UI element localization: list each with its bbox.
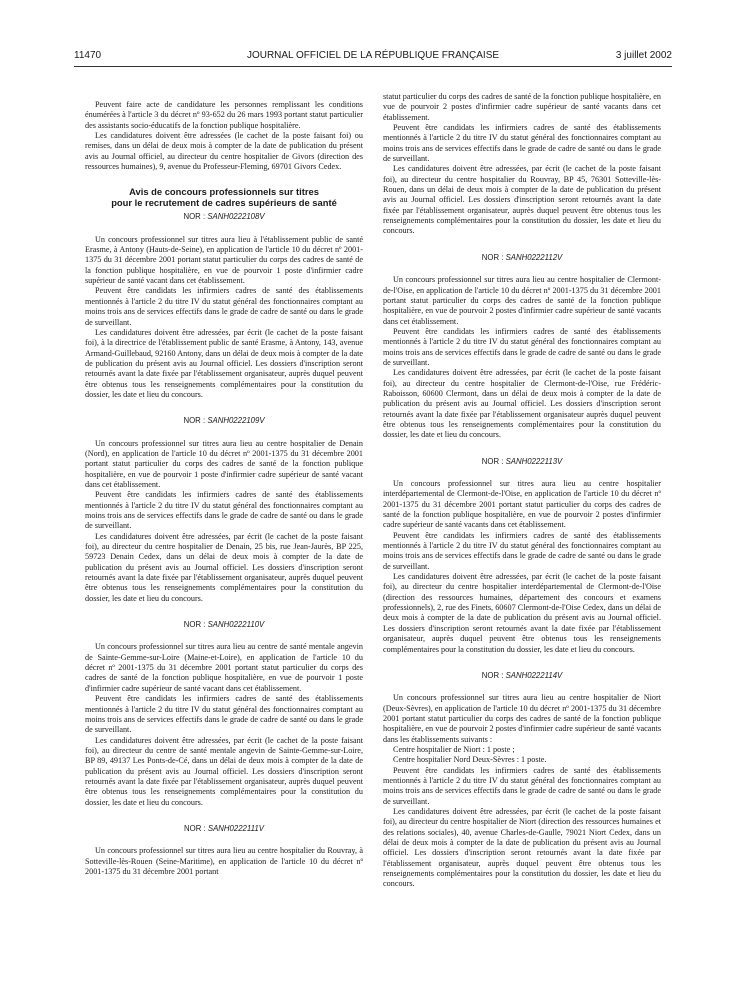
paragraph: Les candidatures doivent être adressées, par écrit (le cachet de la poste faisant foi), au directeur du centre hospitalier de Denain, 25 bis, rue Jean-Jaurès, BP 225, 59723 Denain Cedex, dans un délai de deux mois à compter de la date de publication du présent avis au Journal officiel. Les dossiers d'inscription seront retournés avant la date fixée par l'établissement organisateur, auprès duquel peuvent être obtenus tous les renseignements complémentaires pour la constitution du dossier, les date et lieu du concours. [85, 531, 363, 603]
nor-reference [85, 620, 363, 630]
list-item: Centre hospitalier de Niort : 1 poste ; [393, 744, 515, 754]
nor-label: NOR : [183, 620, 206, 630]
nor-reference [383, 253, 661, 263]
nor-reference [85, 416, 363, 426]
paragraph: Les candidatures doivent être adressées, par écrit (le cachet de la poste faisant foi), au directeur du centre hospitalier du Rouvray, BP 45, 76301 Sotteville-lès-Rouen, dans un délai de deux mois à compter de la date de publication du présent avis au Journal officiel. Les dossiers d'inscription seront retournés avant la date fixée par l'établissement organisateur, auprès duquel peuvent être obtenus tous les renseignements complémentaires pour la constitution du dossier, les date et lieu du concours. [383, 164, 661, 236]
nor-label: NOR : [481, 456, 504, 466]
paragraph: Un concours professionnel sur titres aura lieu au centre de santé mentale angevin de Sainte-Gemme-sur-Loire (Maine-et-Loire), en application de l'article 10 du décret nº 2001-1375 du 31 décembre 2001 portant statut particulier du corps des cadres de santé de la fonction publique hospitalière, en vue de pourvoir 1 poste d'infirmier cadre supérieur de santé vacant dans cet établissement. [85, 642, 363, 693]
paragraph: Les candidatures doivent être adressées (le cachet de la poste faisant foi) ou remises, dans un délai de deux mois à compter de la date de publication du présent avis au Journal officiel, au directeur du centre hospitalier de Givors (direction des ressources humaines), 9, avenue du Professeur-Fleming, 69701 Givors Cedex. [85, 131, 363, 172]
page-number: 11470 [74, 50, 102, 61]
paragraph: Peuvent être candidats les infirmiers cadres de santé des établissements mentionnés à l'article 2 du titre IV du statut général des fonctionnaires comptant au moins trois ans de services effectifs dans le grade de cadre de santé ou dans le grade de surveillant. [383, 123, 661, 164]
nor-label: NOR : [481, 670, 504, 680]
paragraph: Les candidatures doivent être adressées, par écrit (le cachet de la poste faisant foi), au directeur du centre de santé mentale angevin de Sainte-Gemme-sur-Loire, BP 89, 49137 Les Ponts-de-Cé, dans un délai de deux mois à compter de la date de publication du présent avis au Journal officiel. Les dossiers d'inscription seront retournés avant la date fixée par l'établissement organisateur, auprès duquel peuvent être obtenus tous les renseignements complémentaires pour la constitution du dossier, les date et lieu du concours. [85, 735, 363, 807]
nor-code: SANH0222108V [207, 212, 265, 222]
paragraph: statut particulier du corps des cadres de santé de la fonction publique hospitalière, en vue de pourvoir 2 postes d'infirmier cadre supérieur de santé vacants dans cet établissement. [383, 92, 661, 122]
left-column [85, 100, 363, 877]
nor-reference [383, 671, 661, 681]
header-rule [74, 66, 672, 67]
paragraph: Peuvent faire acte de candidature les personnes remplissant les conditions énumérées à l'article 3 du décret nº 93-652 du 26 mars 1993 portant statut particulier des assistants socio-éducatifs de la fonction publique hospitalière. [85, 100, 363, 130]
paragraph: Un concours professionnel sur titres aura lieu au centre hospitalier du Rouvray, à Sotteville-lès-Rouen (Seine-Maritime), en application de l'article 10 du décret nº 2001-1375 du 31 décembre 2001 portant [85, 846, 363, 876]
nor-reference [85, 824, 363, 834]
section-heading [85, 186, 363, 208]
paragraph: Peuvent être candidats les infirmiers cadres de santé des établissements mentionnés à l'article 2 du titre IV du statut général des fonctionnaires comptant au moins trois ans de services effectifs dans le grade de cadre de santé ou dans le grade de surveillant. [383, 326, 661, 367]
paragraph: Un concours professionnel sur titres aura lieu au centre hospitalier interdépartemental de Clermont-de-l'Oise, en application de l'article 10 du décret nº 2001-1375 du 31 décembre 2001 portant statut particulier du corps des cadres de santé de la fonction publique hospitalière, en vue de pourvoir 2 postes d'infirmier cadre supérieur de santé vacants dans cet établissement. [383, 479, 661, 530]
paragraph: Un concours professionnel sur titres aura lieu au centre hospitalier de Clermont-de-l'Oise, en application de l'article 10 du décret nº 2001-1375 du 31 décembre 2001 portant statut particulier du corps des cadres de santé de la fonction publique hospitalière, en vue de pourvoir 2 postes d'infirmier cadre supérieur de santé vacants dans cet établissement. [383, 275, 661, 326]
right-column [383, 92, 661, 890]
page-header [74, 48, 672, 66]
nor-label: NOR : [183, 212, 206, 222]
paragraph: Peuvent être candidats les infirmiers cadres de santé des établissements mentionnés à l'article 2 du titre IV du statut général des fonctionnaires comptant au moins trois ans de services effectifs dans le grade de cadre de santé ou dans le grade de surveillant. [383, 765, 661, 806]
nor-reference [85, 212, 363, 222]
nor-label: NOR : [183, 416, 206, 426]
nor-label: NOR : [184, 823, 206, 833]
paragraph: Peuvent être candidats les infirmiers cadres de santé des établissements mentionnés à l'article 2 du titre IV du statut général des fonctionnaires comptant au moins trois ans de services effectifs dans le grade de cadre de santé ou dans le grade de surveillant. [85, 694, 363, 735]
heading-line: pour le recrutement de cadres supérieurs de santé [111, 197, 337, 209]
paragraph: Les candidatures doivent être adressées, par écrit (le cachet de la poste faisant foi), au directeur du centre hospitalier de Niort (direction des ressources humaines et des relations sociales), 40, avenue Charles-de-Gaulle, 79021 Niort Cedex, dans un délai de deux mois à compter de la date de publication du présent avis au Journal officiel. Les dossiers d'inscription seront retournés avant la date fixée par l'établissement organisateur, auprès duquel peuvent être obtenus tous les renseignements complémentaires pour la constitution du dossier, les date et lieu du concours. [383, 806, 661, 889]
paragraph: Peuvent être candidats les infirmiers cadres de santé des établissements mentionnés à l'article 2 du titre IV du statut général des fonctionnaires comptant au moins trois ans de services effectifs dans le grade de cadre de santé ou dans le grade de surveillant. [383, 530, 661, 571]
list-item: Centre hospitalier Nord Deux-Sèvres : 1 poste. [393, 755, 547, 765]
nor-code: SANH0222113V [505, 456, 563, 466]
paragraph: Un concours professionnel sur titres aura lieu au centre hospitalier de Niort (Deux-Sèvres), en application de l'article 10 du décret nº 2001-1375 du 31 décembre 2001 portant statut particulier du corps des cadres de santé de la fonction publique hospitalière, en vue de pourvoir 2 postes d'infirmier cadre supérieur de santé vacants dans les établissements suivants : [383, 693, 661, 744]
journal-title: JOURNAL OFFICIEL DE LA RÉPUBLIQUE FRANÇAISE [246, 50, 500, 61]
publication-date: 3 juillet 2002 [615, 50, 672, 61]
paragraph: Les candidatures doivent être adressées, par écrit (le cachet de la poste faisant foi), au directeur du centre hospitalier de Clermont-de-l'Oise, rue Frédéric-Raboisson, 60600 Clermont, dans un délai de deux mois à compter de la date de publication du présent avis au Journal officiel. Les dossiers d'inscription seront retournés avant la date fixée par l'établissement organisateur auprès duquel peuvent être obtenus tous les renseignements complémentaires pour la constitution du dossier, les date et lieu du concours. [383, 368, 661, 440]
nor-code: SANH0222112V [505, 252, 563, 262]
heading-line: Avis de concours professionnels sur titres [129, 186, 319, 198]
nor-label: NOR : [481, 252, 504, 262]
nor-code: SANH0222111V [207, 823, 264, 833]
nor-code: SANH0222109V [207, 416, 265, 426]
paragraph: Les candidatures doivent être adressées, par écrit (le cachet de la poste faisant foi), à la directrice de l'établissement public de santé Erasme, à Antony, 143, avenue Armand-Guillebaud, 92160 Antony, dans un délai de deux mois à compter de la date de publication du présent avis au Journal officiel. Les dossiers d'inscription seront retournés avant la date fixée par l'établissement organisateur, auprès duquel peuvent être obtenus tous les renseignements complémentaires pour la constitution du dossier, les date et lieu du concours. [85, 327, 363, 399]
paragraph: Les candidatures doivent être adressées, par écrit (le cachet de la poste faisant foi), au directeur du centre hospitalier interdépartemental de Clermont-de-l'Oise (direction des ressources humaines, département des concours et examens professionnels), 2, rue des Finets, 60607 Clermont-de-l'Oise Cedex, dans un délai de deux mois à compter de la date de publication du présent avis au Journal officiel. Les dossiers d'inscription seront retournés avant la date fixée par l'établissement organisateur, auprès duquel peuvent être obtenus tous les renseignements complémentaires pour la constitution du dossier, les date et lieu du concours. [383, 572, 661, 654]
paragraph: Peuvent être candidats les infirmiers cadres de santé des établissements mentionnés à l'article 2 du titre IV du statut général des fonctionnaires comptant au moins trois ans de services effectifs dans le grade de cadre de santé ou dans le grade de surveillant. [85, 490, 363, 531]
nor-code: SANH0222114V [505, 670, 563, 680]
paragraph: Un concours professionnel sur titres aura lieu au centre hospitalier de Denain (Nord), en application de l'article 10 du décret nº 2001-1375 du 31 décembre 2001 portant statut particulier du corps des cadres de santé de la fonction publique hospitalière, en vue de pourvoir 1 poste d'infirmier cadre supérieur de santé vacant dans cet établissement. [85, 438, 363, 489]
nor-reference [383, 457, 661, 467]
nor-code: SANH0222110V [207, 620, 265, 630]
paragraph: Un concours professionnel sur titres aura lieu à l'établissement public de santé Erasme, à Antony (Hauts-de-Seine), en application de l'article 10 du décret nº 2001-1375 du 31 décembre 2001 portant statut particulier du corps des cadres de santé de la fonction publique hospitalière, en vue de pourvoir 1 poste d'infirmier cadre supérieur de santé vacant dans cet établissement. [85, 234, 363, 286]
paragraph: Peuvent être candidats les infirmiers cadres de santé des établissements mentionnés à l'article 2 du titre IV du statut général des fonctionnaires comptant au moins trois ans de services effectifs dans le grade de cadre de santé ou dans le grade de surveillant. [85, 286, 363, 327]
